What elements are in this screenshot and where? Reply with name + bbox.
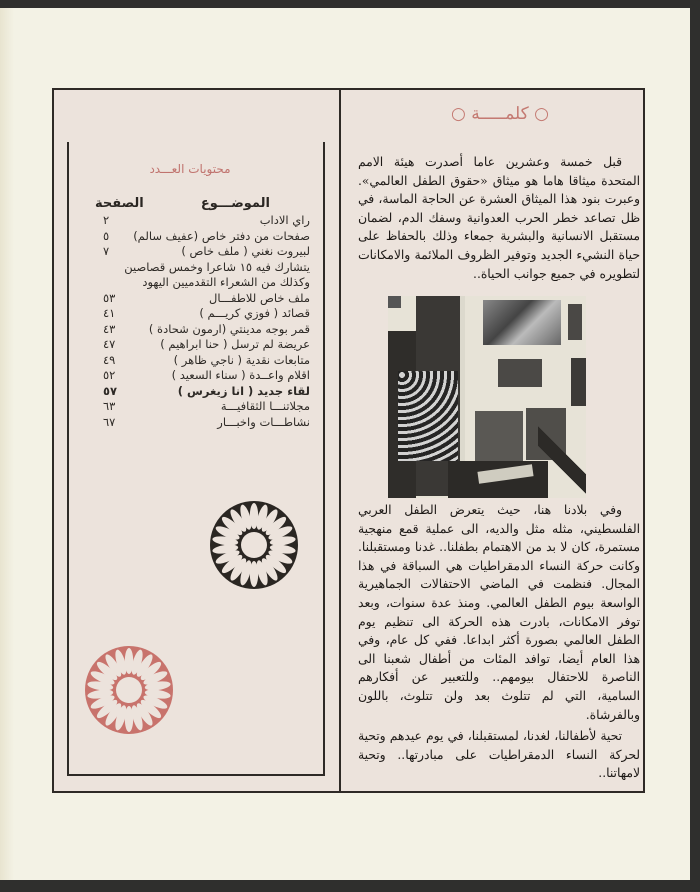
toc-item[interactable]: قمر بوجه مدينتي (ارمون شحادة ) ٤٣ xyxy=(103,321,310,336)
editorial-paragraph-3: تحية لأطفالنا، لغدنا، لمستقبلنا، في يوم عيدهم وتحية لحركة النساء الدمقراطيات على مبادرتها.. وتحية لامهاتنا.. xyxy=(358,729,640,781)
toc-list xyxy=(95,213,310,430)
toc-item[interactable]: عريضة لم ترسل ( حنا ابراهيم ) ٤٧ xyxy=(103,337,310,351)
toc-item[interactable]: نشاطـــات واخبـــار ٦٧ xyxy=(103,414,310,429)
toc-item: يتشارك فيه ١٥ شاعرا وخمس قصاصين xyxy=(124,259,310,274)
flower-ornament-red-icon xyxy=(82,643,176,737)
toc-item[interactable]: صفحات من دفتر خاص (عفيف سالم) ٥ xyxy=(103,228,310,243)
toc-item[interactable]: اقلام واعــدة ( سناء السعيد ) ٥٢ xyxy=(103,368,310,382)
toc-item[interactable]: مجلاتنـــا الثقافيـــة ٦٣ xyxy=(103,399,310,413)
editorial-paragraph-1: قبل خمسة وعشرين عاما أصدرت هيئة الامم المتحدة ميثاقا هاما هو ميثاق «حقوق الطفل العالمي». وعبرت بنود هذا الميثاق العشرة عن الحاجة الماسة، في ظل تصاعد خطر الحرب العدوانية وسفك الدم، لضمان مستقبل الانسانية والبشرية جمعاء وذلك بالحفاظ على حياة النشيء الجديد وتوفير الظروف الملائمة والامكانات لتطويره في جميع جوانب الحياة.. xyxy=(358,155,640,281)
column-divider xyxy=(339,88,341,793)
toc-item[interactable]: متابعات نقدية ( ناجي ظاهر ) ٤٩ xyxy=(103,352,310,367)
toc-item: وكذلك من الشعراء التقدميين اليهود xyxy=(142,275,310,289)
editorial-title: ○ كلمـــــة ○ xyxy=(450,104,550,124)
toc-item[interactable]: ملف خاص للاطفـــال ٥٣ xyxy=(103,290,310,305)
editorial-paragraph-2: وفي بلادنا هنا، حيث يتعرض الطفل العربي الفلسطيني، مثله مثل والديه، الى عملية قمع منهجية مستمرة، كان لا بد من الاهتمام بطفلنا.. غدنا ومستقبلنا. وكانت حركة النساء الدمقراطيات هي السباقة في هذا المجال. فنظمت في الماضي الاحتفالات الجماهيرية الواسعة بيوم الطفل العالمي. ومنذ عدة سنوات، وبعد توفر الامكانات، بادرت هذه الحركة الى تنظيم يوم الطفل العالمي بصورة أكثر ابداعا. ففي كل عام، وفي هذا العام أيضا، توافد المئات من أطفال شعبنا الى الناصرة للاحتفال بيومهم.. وللتعبير عن أفكارهم السامية، التي لم تتلوث بعد ولن تتلوث، باللون وبالفرشاة. xyxy=(358,503,640,722)
editorial-photo xyxy=(388,296,586,498)
page-binding-edge xyxy=(0,8,14,880)
flower-ornament-black-icon xyxy=(207,498,301,592)
toc-header-subject: الموضـــوع xyxy=(200,196,270,211)
toc-title: محتويات العـــدد xyxy=(149,162,231,176)
toc-item[interactable]: لبيروت نغني ( ملف خاص ) ٧ xyxy=(103,244,310,258)
toc-header-page: الصفحة xyxy=(95,196,144,211)
toc-item[interactable]: لقاء جديد ( انا زيغرس ) ٥٧ xyxy=(103,383,310,398)
toc-item[interactable]: راي الاداب ٢ xyxy=(103,213,310,227)
toc-item[interactable]: قصائد ( فوزي كريـــم ) ٤١ xyxy=(103,306,310,320)
